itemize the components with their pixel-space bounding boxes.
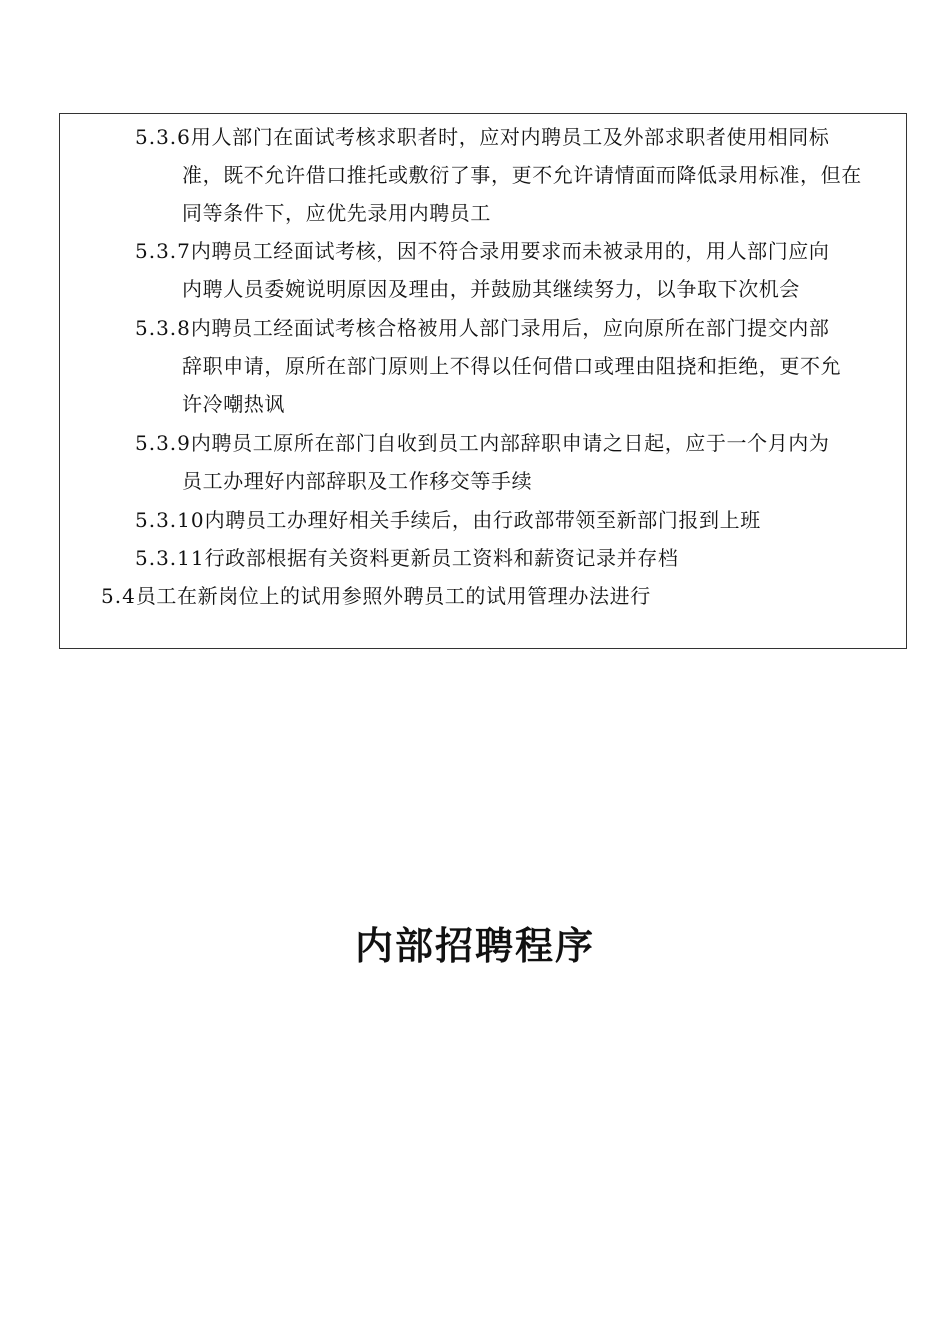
clause-text: 许冷嘲热讽 [182,392,285,416]
clause-5-3-8 [135,309,901,423]
clause-text: 内聘员工经面试考核合格被用人部门录用后，应向原所在部门提交内部 [190,316,830,340]
clause-5-3-11 [135,539,901,577]
clause-5-3-6 [135,118,901,232]
clause-5-3-10 [135,501,901,539]
clause-line [135,232,901,270]
clause-number: 5.3.8 [135,316,191,340]
clause-line [135,501,901,539]
clause-box [59,113,907,649]
clause-number: 5.3.9 [135,431,191,455]
clause-text: 行政部根据有关资料更新员工资料和薪资记录并存档 [204,546,679,570]
clause-number: 5.3.6 [135,125,191,149]
clause-text: 同等条件下，应优先录用内聘员工 [182,201,491,225]
clause-text: 内聘员工原所在部门自收到员工内部辞职申请之日起，应于一个月内为 [190,431,830,455]
clause-text: 辞职申请，原所在部门原则上不得以任何借口或理由阻挠和拒绝，更不允 [182,354,842,378]
clause-line [101,577,901,615]
clause-5-3-9 [135,424,901,500]
clause-line [135,309,901,347]
clause-text: 内聘员工经面试考核，因不符合录用要求而未被录用的，用人部门应向 [190,239,830,263]
clause-number: 5.3.10 [135,508,205,532]
clause-text: 内聘人员委婉说明原因及理由，并鼓励其继续努力，以争取下次机会 [182,277,800,301]
clause-text: 用人部门在面试考核求职者时，应对内聘员工及外部求职者使用相同标 [190,125,830,149]
clause-line [135,539,901,577]
clause-number: 5.3.11 [135,546,205,570]
clause-text: 员工在新岗位上的试用参照外聘员工的试用管理办法进行 [135,584,651,608]
section-title: 内部招聘程序 [354,924,595,968]
clause-line [135,424,901,462]
clause-number: 5.4 [101,584,136,608]
clause-number: 5.3.7 [135,239,191,263]
clause-line [135,118,901,156]
clause-5-4 [101,577,901,615]
clause-text: 准，既不允许借口推托或敷衍了事，更不允许请情面而降低录用标准，但在 [182,163,862,187]
clause-text: 内聘员工办理好相关手续后，由行政部带领至新部门报到上班 [204,508,761,532]
clause-5-3-7 [135,232,901,308]
clause-text: 员工办理好内部辞职及工作移交等手续 [182,469,533,493]
